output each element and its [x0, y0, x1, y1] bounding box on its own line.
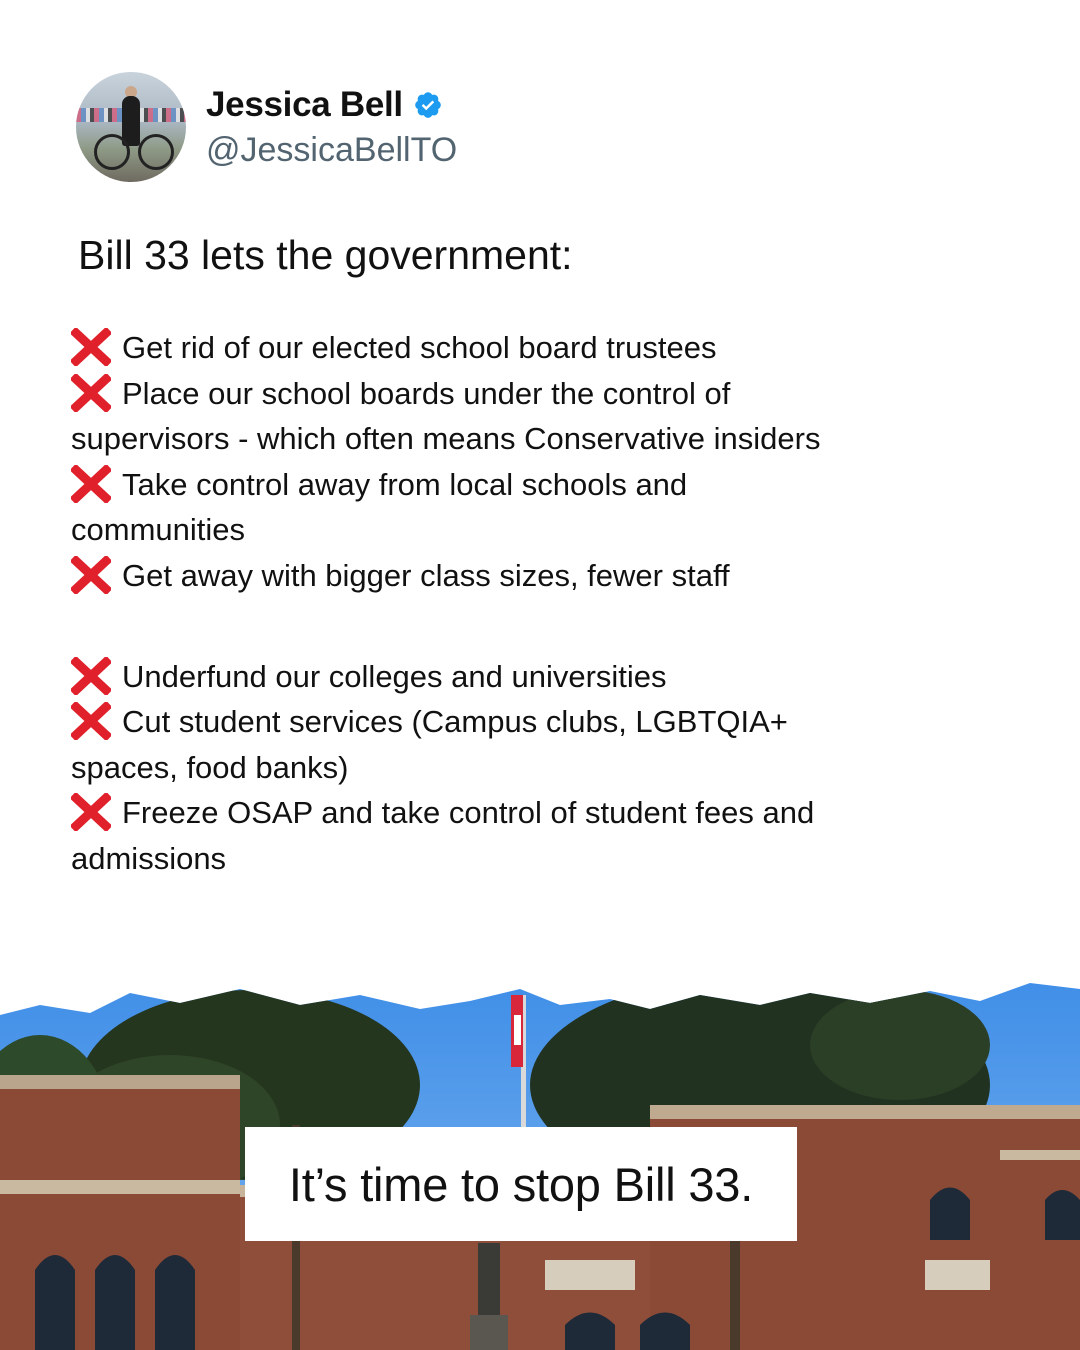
red-x-icon [71, 328, 111, 366]
verified-badge-icon [413, 90, 443, 120]
list-item: Take control away from local schools and communities [71, 466, 688, 548]
red-x-icon [71, 374, 111, 412]
red-x-icon [71, 556, 111, 594]
list-item: Get rid of our elected school board trustees [71, 325, 831, 371]
red-x-icon [71, 702, 111, 740]
red-x-icon [71, 465, 111, 503]
avatar[interactable] [76, 72, 186, 182]
list-item: Underfund our colleges and universities [71, 654, 831, 700]
lead-text: Bill 33 lets the government: [78, 232, 573, 278]
red-x-icon [71, 793, 111, 831]
list-item: Place our school boards under the control of supervisors - which often means Conservative insiders [71, 375, 821, 457]
list-item: Freeze OSAP and take control of student fees and admissions [71, 795, 815, 876]
handle[interactable]: @JessicaBellTO [206, 130, 458, 169]
list-item: Cut student services (Campus clubs, LGBTQIA+ spaces, food banks) [71, 704, 788, 785]
list-item: Get away with bigger class sizes, fewer staff [71, 553, 831, 599]
tweet-header [76, 72, 457, 182]
bill-effects-list [71, 325, 831, 882]
caption-box [245, 1127, 797, 1241]
red-x-icon [71, 657, 111, 695]
caption-text: It’s time to stop Bill 33. [288, 1157, 754, 1211]
display-name[interactable]: Jessica Bell [206, 84, 403, 124]
author-block [206, 85, 457, 170]
